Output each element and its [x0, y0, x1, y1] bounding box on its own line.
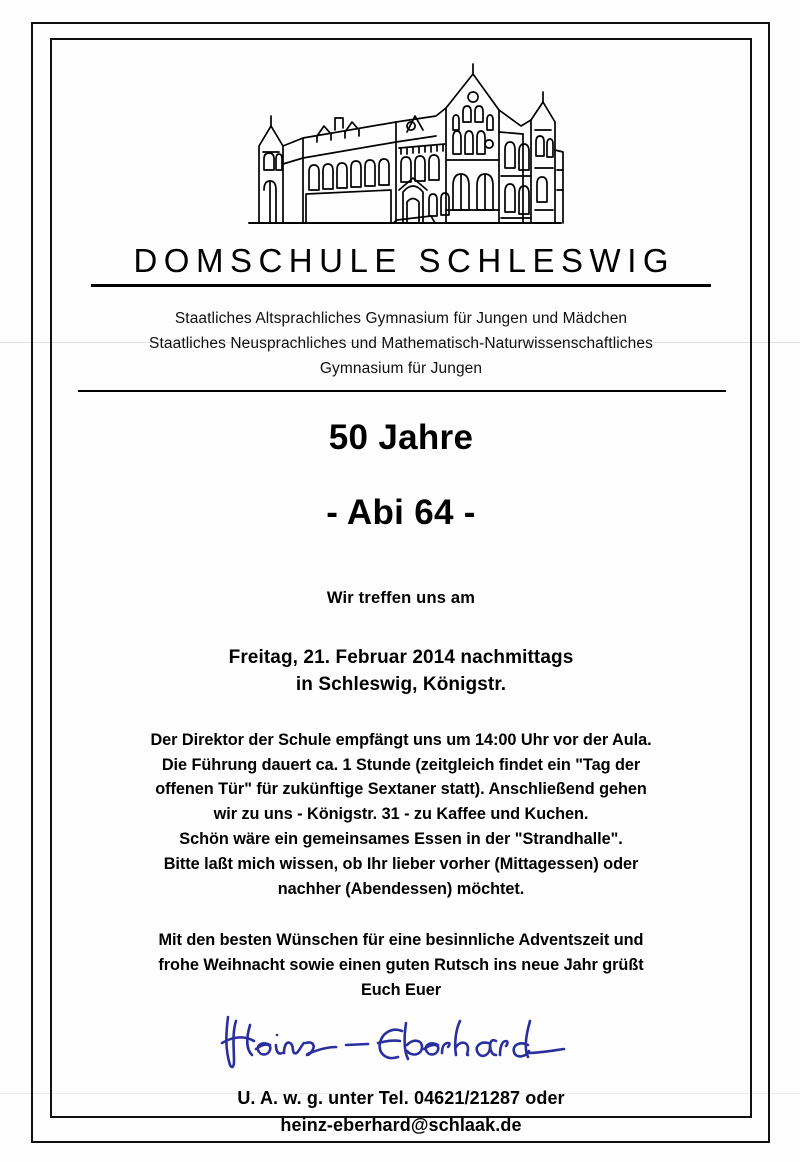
invitation-date-block: [78, 645, 724, 699]
contact-email: heinz-eberhard@schlaak.de: [280, 1115, 522, 1136]
body-line-2: Die Führung dauert ca. 1 Stunde (zeitgleich findet ein "Tag der: [161, 755, 641, 774]
wishes-line-2: frohe Weihnacht sowie einen guten Rutsch ins neue Jahr grüßt: [158, 956, 644, 975]
school-subtitle-line-3: Gymnasium für Jungen: [319, 359, 483, 377]
body-line-7: nachher (Abendessen) möchtet.: [277, 879, 525, 898]
body-line-1: Der Direktor der Schule empfängt uns um 14:00 Uhr vor der Aula.: [150, 730, 652, 749]
invitation-body-paragraph: [78, 728, 724, 901]
divider-under-school-name: [91, 284, 711, 287]
body-line-3: offenen Tür" für zukünftige Sextaner statt). Anschließend gehen: [155, 780, 647, 799]
school-name-title: DOMSCHULE SCHLESWIG: [133, 242, 676, 279]
invitation-date-line-2: in Schleswig, Königstr.: [295, 673, 507, 695]
anniversary-class: - Abi 64 -: [326, 493, 476, 533]
letter-content: [50, 38, 752, 1136]
divider-under-subtitles: [78, 390, 726, 392]
invitation-intro: Wir treffen uns am: [326, 588, 476, 607]
school-subtitle-block: [78, 306, 724, 381]
anniversary-headline-block: [78, 419, 724, 533]
school-subtitle-line-1: Staatliches Altsprachliches Gymnasium für Jungen und Mädchen: [174, 309, 628, 327]
anniversary-years: 50 Jahre: [328, 417, 474, 457]
school-building-icon: [231, 60, 571, 240]
season-wishes-paragraph: [78, 928, 724, 1002]
rsvp-phone-line: U. A. w. g. unter Tel. 04621/21287 oder: [237, 1087, 565, 1108]
invitation-date-line-1: Freitag, 21. Februar 2014 nachmittags: [228, 646, 574, 668]
wishes-line-1: Mit den besten Wünschen für eine besinnliche Adventszeit und: [158, 931, 644, 950]
school-subtitle-line-2: Staatliches Neusprachliches und Mathematisch-Naturwissenschaftliches: [149, 334, 653, 352]
handwritten-signature: [78, 1009, 724, 1083]
wishes-line-3: Euch Euer: [360, 980, 442, 999]
body-line-5: Schön wäre ein gemeinsames Essen in der "Strandhalle".: [179, 829, 623, 848]
body-line-4: wir zu uns - Königstr. 31 - zu Kaffee und Kuchen.: [213, 805, 589, 824]
rsvp-contact-footer: [78, 1085, 724, 1141]
body-line-6: Bitte laßt mich wissen, ob Ihr lieber vorher (Mittagessen) oder: [163, 854, 639, 873]
